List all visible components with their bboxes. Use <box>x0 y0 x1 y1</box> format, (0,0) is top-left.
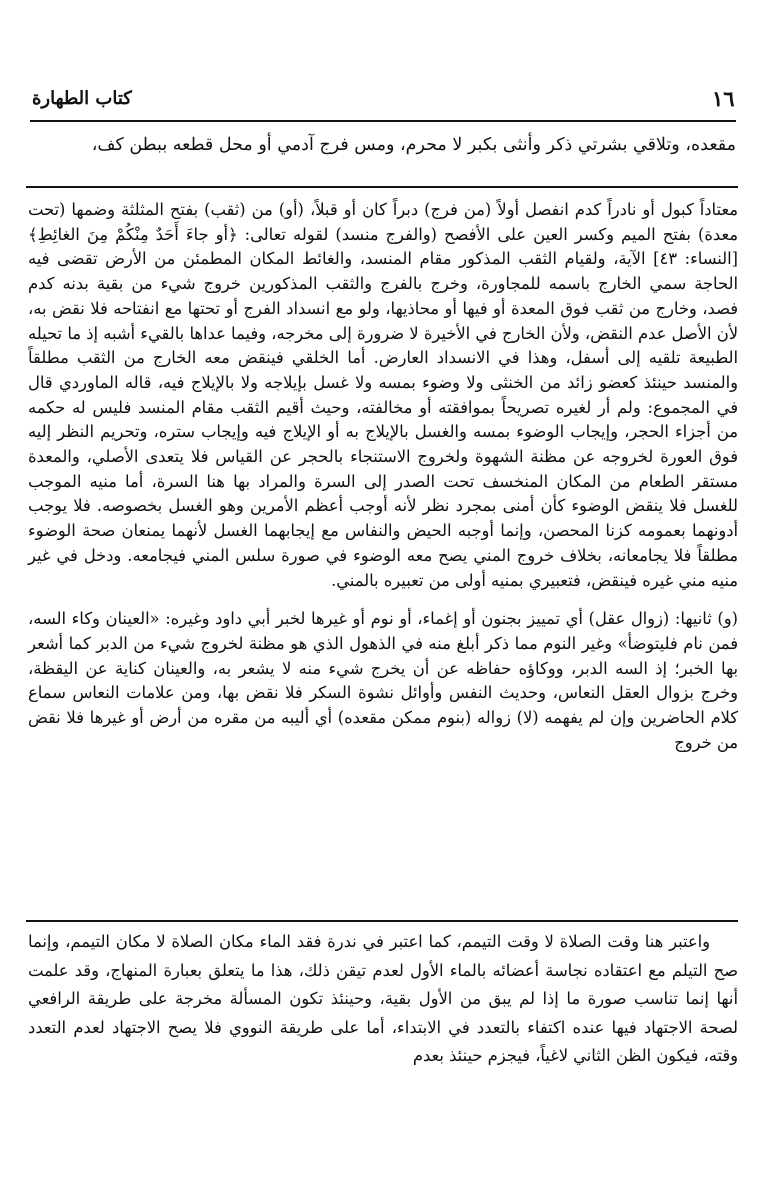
matn-text: مقعده، وتلاقي بشرتي ذكر وأنثى بكبر لا محرم، ومس فرج آدمي أو محل قطعه ببطن كف، <box>91 135 736 155</box>
commentary-body <box>28 198 738 755</box>
commentary-paragraph: معتاداً كبول أو نادراً كدم انفصل أولاً (من فرج) دبراً كان أو قبلاً، (أو) من (ثقب) بفتح المثلثة وضمها (تحت معدة) بفتح الميم وكسر العين على الأفصح (والفرج منسد) لقوله تعالى: ﴿أو جاءَ أَحَدٌ مِنْكُمْ مِنَ الغائِطِ﴾ [النساء: ٤٣] الآية، ولقيام الثقب المذكور مقام المنسد، والغائط المكان المطمئن من الأرض تقضى فيه الحاجة سمي الخارج باسمه للمجاورة، وخرج بالفرج والثقب المذكورين خروج شيء من بقية بدنه كدم فصد، وخارج من ثقب فوق المعدة أو فيها أو محاذيها، ولو مع انسداد الفرج أو تحتها مع انفتاحه فلا نقض به، لأن الأصل عدم النقض، ولأن الخارج في الأخيرة لا ضرورة إلى مخرجه، وفيما عداها بالقيء أشبه إذ ما تحيله الطبيعة تلقيه إلى أسفل، وهذا في الانسداد العارض. أما الخلقي فينقض معه الخارج من الثقب مطلقاً والمنسد حينئذ كعضو زائد من الخنثى ولا وضوء بمسه ولا غسل بإيلاجه ولا بالإيلاج فيه، قاله الماوردي قال في المجموع: ولم أر لغيره تصريحاً بموافقته أو مخالفته، وحيث أقيم الثقب مقام المنسد فليس له حكمه من أجزاء الحجر، وإيجاب الوضوء بمسه والغسل بالإيلاج به أو الإيلاج فيه وإيجاب ستره، وتحريم النظر إليه فوق العورة لخروجه عن مظنة الشهوة ولخروج الاستنجاء بالحجر عن القياس فلا يتعدى الأصلي، والمعدة مستقر الطعام من المكان المنخسف تحت الصدر إلى السرة والمراد بها هنا السرة، أما منيه الموجب للغسل فلا ينقض الوضوء كأن أمنى بمجرد نظر لأنه أوجب أعظم الأمرين وهو الغسل بخصوصه. فلا يوجب أدونهما بعمومه كزنا المحصن، وإنما أوجبه الحيض والنفاس مع إيجابهما الغسل لأنهما يمنعان صحة الوضوء مطلقاً فلا يجامعانه، بخلاف خروج المني يصح معه الوضوء في صورة سلس المني فيجامعه. ودخل في غير منيه مني غيره فينقض، فتعبيري بمنيه أولى من تعبيره بالمني. <box>28 200 738 590</box>
running-title: كتاب الطهارة <box>32 88 132 109</box>
header-rule <box>30 120 736 122</box>
footnote-section <box>28 928 738 1071</box>
commentary-paragraph: (و) ثانيها: (زوال عقل) أي تمييز بجنون أو إغماء، أو نوم أو غيرها لخبر أبي داود وغيره: «العينان وكاء السه، فمن نام فليتوضأ» وغير النوم مما ذكر أبلغ منه في الذهول الذي هو مظنة لخروج شيء من الدبر كما أشعر بها الخبر؛ إذ السه الدبر، ووكاؤه حفاظه عن أن يخرج شيء منه لا يشعر به، والعينان كناية عن اليقظة، وخرج بزوال العقل النعاس، وحديث النفس وأوائل نشوة السكر فلا نقض بها، ومن علامات النعاس سماع كلام الحاضرين وإن لم يفهمه (لا) زواله (بنوم ممكن مقعده) أي أليبه من مقره من أرض أو غيرها فلا نقض من خروج <box>28 609 738 752</box>
footnote-paragraph: واعتبر هنا وقت الصلاة لا وقت التيمم، كما اعتبر في ندرة فقد الماء مكان الصلاة لا مكان التيمم، وإنما صح التيلم مع اعتقاده نجاسة أعضائه بالماء الأول لعدم تيقن ذلك، هذا ما يتعلق بعبارة المنهاج، وقد علمت أنها إنما تناسب صورة ما إذا لم يبق من الأول بقية، وحينئذ تكون المسألة مخرجة على طريقة الرافعي لصحة الاجتهاد فيها عنده اكتفاء بالتعدد في الابتداء، أما على طريقة النووي فلا يصح الاجتهاد لعدم التعدد وقته، فيكون الظن الثاني لاغياً، فيجزم حينئذ بعدم <box>28 932 738 1066</box>
matn-separator-rule <box>26 186 738 188</box>
page-number: ١٦ <box>712 86 735 111</box>
footnote-separator-rule <box>26 920 738 922</box>
page-header <box>22 86 742 116</box>
